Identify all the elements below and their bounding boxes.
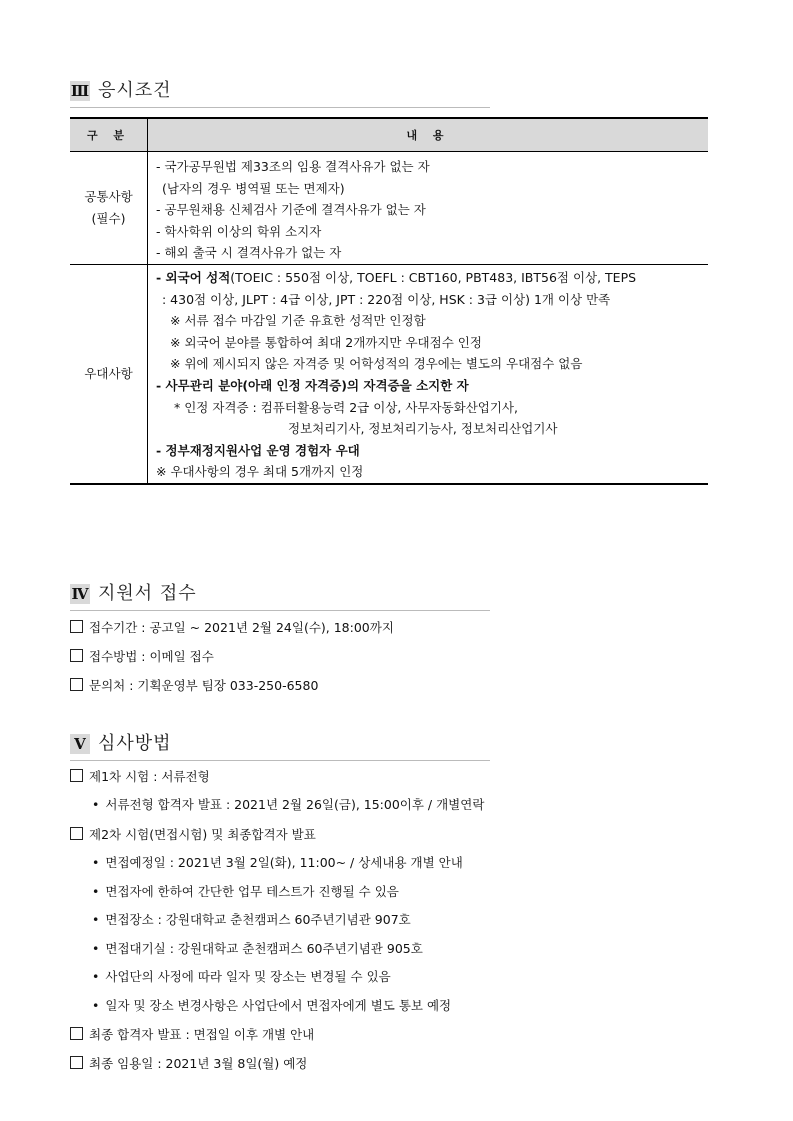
content-common (148, 152, 709, 265)
list-item (92, 881, 399, 903)
list-item: ※ 위에 제시되지 않은 자격증 및 어학성적의 경우에는 별도의 우대점수 없음 (170, 356, 583, 372)
checkbox-square-icon (70, 827, 83, 840)
list-item (148, 267, 708, 289)
item-text: 면접자에 한하여 간단한 업무 테스트가 진행될 수 있음 (105, 884, 399, 899)
section-3-header (70, 79, 490, 108)
list-item (70, 675, 318, 697)
list-item (92, 995, 451, 1017)
bold-label: - 정부재정지원사업 운영 경험자 우대 (156, 442, 360, 458)
conditions-table (70, 117, 708, 485)
list-item (70, 646, 214, 668)
item-text: 접수기간 : 공고일 ~ 2021년 2월 24일(수), 18:00까지 (89, 620, 394, 635)
bullet-icon: • (92, 998, 100, 1013)
table-header-row (70, 118, 708, 152)
category-label: 공통사항 (84, 188, 133, 204)
checkbox-square-icon (70, 649, 83, 662)
item-text: 제2차 시험(면접시험) 및 최종합격자 발표 (89, 827, 316, 842)
bullet-icon: • (92, 912, 100, 927)
checkbox-square-icon (70, 769, 83, 782)
bullet-icon: • (92, 884, 100, 899)
item-text: 문의처 : 기획운영부 팀장 033-250-6580 (89, 678, 319, 693)
checkbox-square-icon (70, 1056, 83, 1069)
section-numeral: Ⅳ (71, 585, 89, 603)
section-numeral: Ⅲ (70, 82, 90, 100)
list-item: ※ 외국어 분야를 통합하여 최대 2개까지만 우대점수 인정 (170, 334, 482, 350)
list-item: (남자의 경우 병역필 또는 면제자) (162, 180, 345, 196)
bullet-icon: • (92, 969, 100, 984)
list-item: 정보처리기사, 정보처리기능사, 정보처리산업기사 (288, 421, 558, 437)
item-text: 최종 합격자 발표 : 면접일 이후 개별 안내 (89, 1027, 315, 1042)
list-item: ※ 우대사항의 경우 최대 5개까지 인정 (156, 464, 364, 480)
section-4-header (70, 582, 490, 611)
list-item (92, 909, 411, 931)
item-text: 최종 임용일 : 2021년 3월 8일(월) 예정 (89, 1056, 308, 1071)
section-5-header (70, 732, 490, 761)
category-preference: 우대사항 (70, 264, 148, 483)
list-item (70, 1053, 307, 1075)
item-text: 사업단의 사정에 따라 일자 및 장소는 변경될 수 있음 (105, 969, 391, 984)
item-text: 일자 및 장소 변경사항은 사업단에서 면접자에게 별도 통보 예정 (105, 998, 452, 1013)
list-item (70, 766, 210, 788)
checkbox-square-icon (70, 678, 83, 691)
table-row-common (70, 152, 708, 265)
item-text: 면접장소 : 강원대학교 춘천캠퍼스 60주년기념관 907호 (105, 912, 411, 927)
list-item (92, 852, 463, 874)
list-item: * 인정 자격증 : 컴퓨터활용능력 2급 이상, 사무자동화산업기사, (174, 399, 518, 415)
header-content: 내 용 (148, 118, 709, 152)
list-item (70, 1024, 314, 1046)
list-item: ※ 서류 접수 마감일 기준 유효한 성적만 인정함 (170, 313, 426, 329)
header-category: 구 분 (70, 118, 148, 152)
list-item: : 430점 이상, JLPT : 4급 이상, JPT : 220점 이상, HSK : 3급 이상) 1개 이상 만족 (162, 291, 611, 307)
category-common (70, 152, 148, 265)
list-item: - 국가공무원법 제33조의 임용 결격사유가 없는 자 (156, 159, 430, 174)
list-item (70, 824, 316, 846)
bullet-icon: • (92, 797, 100, 812)
section-title: 심사방법 (98, 733, 172, 754)
item-text: 접수방법 : 이메일 접수 (89, 649, 214, 664)
section-numeral: Ⅴ (70, 734, 90, 754)
bold-label: - 외국어 성적 (156, 269, 231, 285)
item-text: 제1차 시험 : 서류전형 (89, 769, 210, 784)
table-row-preference (70, 264, 708, 483)
list-item: - 해외 출국 시 결격사유가 없는 자 (156, 245, 342, 261)
bullet-icon: • (92, 855, 100, 870)
list-item (148, 440, 708, 462)
category-sublabel: (필수) (91, 210, 126, 226)
checkbox-square-icon (70, 1027, 83, 1040)
list-item (92, 794, 484, 816)
list-item: - 공무원채용 신체검사 기준에 결격사유가 없는 자 (156, 202, 426, 218)
list-item (92, 966, 391, 988)
bullet-icon: • (92, 941, 100, 956)
list-item: - 학사학위 이상의 학위 소지자 (156, 223, 322, 239)
item-text: 면접예정일 : 2021년 3월 2일(화), 11:00~ / 상세내용 개별 안내 (105, 855, 463, 870)
section-title: 응시조건 (98, 80, 172, 101)
list-item (70, 617, 394, 639)
list-item (148, 375, 708, 397)
content-preference (148, 264, 709, 483)
item-text: (TOEIC : 550점 이상, TOEFL : CBT160, PBT483, IBT56점 이상, TEPS (230, 269, 637, 285)
item-text: 서류전형 합격자 발표 : 2021년 2월 26일(금), 15:00이후 / 개별연락 (105, 797, 485, 812)
checkbox-square-icon (70, 620, 83, 633)
list-item (92, 938, 423, 960)
bold-label: - 사무관리 분야(아래 인정 자격증)의 자격증을 소지한 자 (156, 377, 469, 393)
item-text: 면접대기실 : 강원대학교 춘천캠퍼스 60주년기념관 905호 (105, 941, 423, 956)
section-title: 지원서 접수 (98, 583, 197, 604)
